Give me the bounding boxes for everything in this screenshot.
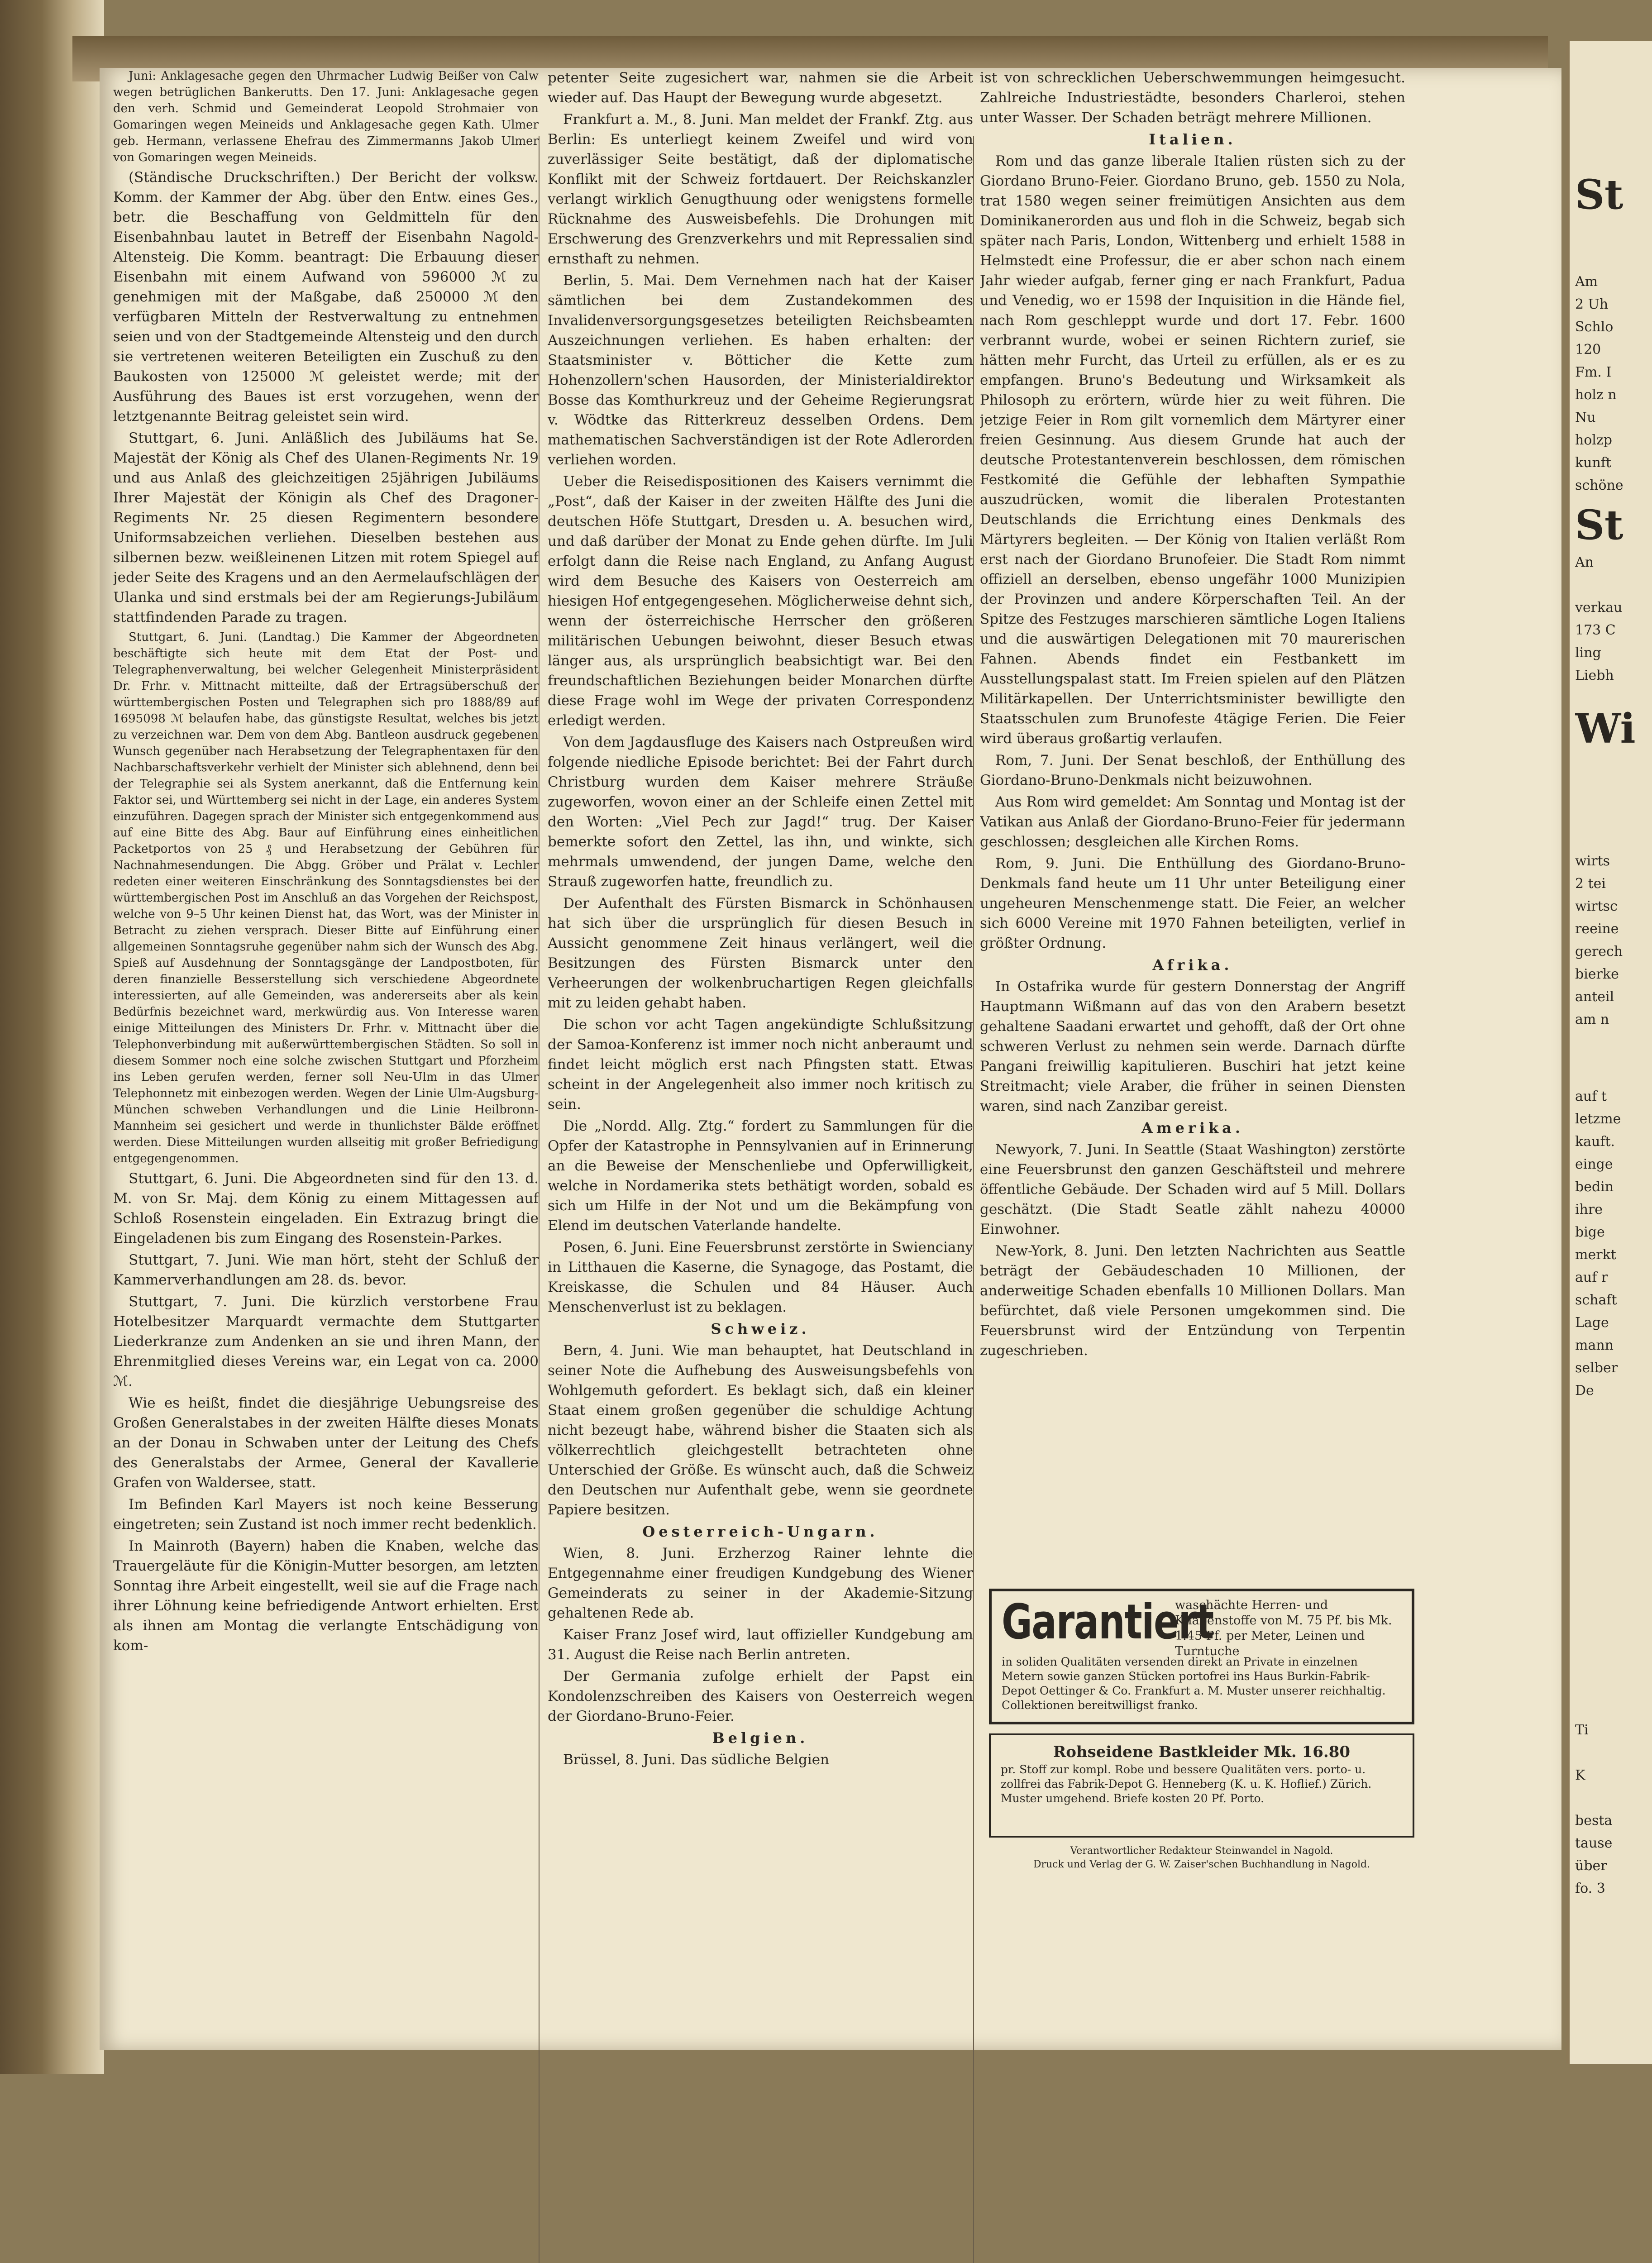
ad-right-text: waschächte Herren- und Knabenstoffe von M. 75 Pf. bis Mk. 1.45 Pf. per Meter, Leinen und Turntuche [1175,1598,1392,1658]
article-paragraph: Stuttgart, 6. Juni. Die Abgeordneten sind für den 13. d. M. von Sr. Maj. dem König zu einem Mittagessen auf Schloß Rosenstein eingeladen. Ein Extrazug bringt die Eingeladenen bis zum Eingang des Rosenstein-Parkes. [113,1170,539,1246]
strip-line: reeine [1575,921,1619,937]
ad-body: in soliden Qualitäten versenden direkt an Private in einzelnen Metern sowie ganzen Stücken portofrei ins Haus Burkin-Fabrik-Depot Oettinger & Co. Frankfurt a. M. Muster unserer reichhaltig. Collektionen bereitwilligst franko. [1002,1655,1386,1712]
section-heading: Afrika. [1152,956,1233,974]
article-paragraph: Brüssel, 8. Juni. Das südliche Belgien [563,1752,830,1768]
strip-line: holz n [1575,387,1617,403]
article-paragraph: Stuttgart, 6. Juni. (Landtag.) Die Kammer der Abgeordneten beschäftigte sich heute mit dem Etat der Post- und Telegraphenverwaltung, bei welcher Gelegenheit Ministerpräsident Dr. Frhr. v. Mittnacht mitteilte, daß der Ertragsüberschuß der württembergischen Posten und Telegraphen sich pro 1888/89 auf 1695098 ℳ belaufen habe, das günstigste Resultat, welches bis jetzt zu verzeichnen war. Dem von dem Abg. Bantleon ausdruck gegebenen Wunsch gegenüber nach Herabsetzung der Telegraphentaxen für den Nachbarschaftsverkehr verhielt der Minister sich ablehnend, denn bei der Telegraphie sei als System anerkannt, daß die Entfernung kein Faktor sei, und Württemberg sei nicht in der Lage, ein anderes System einzuführen. Dagegen sprach der Minister sich entgegenkommend aus auf eine Bitte des Abg. Baur auf Einführung eines einheitlichen Packetportos von 25 ₰ und Herabsetzung der Gebühren für Nachnahmesendungen. Die Abgg. Gröber und Prälat v. Lechler redeten einer weiteren Einschränkung des Sonntagsdienstes bei der württembergischen Post im Anschluß an das Vorgehen der Reichspost, welche von 9–5 Uhr keinen Dienst hat, das Wort, was der Minister in Betracht zu ziehen versprach. Dieser Bitte auf Einführung einer allgemeinen Sonntagsruhe gegenüber nahm sich der Wunsch des Abg. Spieß auf Ausdehnung der Sonntagsgänge der Landpostboten, für deren finanzielle Besserstellung sich verschiedene Abgeordnete interessierten, auf alle Gemeinden, was andererseits aber als kein Bedürfnis bezeichnet ward, merkwürdig aus. Von Interesse waren einige Mitteilungen des Ministers Dr. Frhr. v. Mittnacht über die Telephonverbindung mit außerwürttembergischen Städten. So soll in diesem Sommer noch eine solche zwischen Stuttgart und Pforzheim ins Leben gerufen werden, ferner soll Neu-Ulm in das Ulmer Telephonnetz mit einbezogen werden. Wegen der Linie Ulm-Augsburg-München schweben Verhandlungen und die Linie Heilbronn-Mannheim sei gesichert und werde in thunlichster Bälde eröffnet werden. Diese Mitteilungen wurden allseitig mit großer Befriedigung entgegengenommen. [113,630,539,1165]
article-paragraph: In Mainroth (Bayern) haben die Knaben, welche das Trauergeläute für die Königin-Mutter besorgen, am letzten Sonntag ihre Arbeit eingestellt, weil sie auf die Frage nach ihrer Löhnung keine befriedigende Antwort erhielten. Erst als ihnen am Montag die verlangte Entschädigung von kom- [113,1538,539,1654]
article-paragraph: In Ostafrika wurde für gestern Donnerstag der Angriff Hauptmann Wißmann auf das von den Arabern besetzt gehaltene Saadani erwartet und gehofft, daß der Ort ohne schweren Verlust zu nehmen sein werde. Darnach dürfte Pangani freiwillig kapitulieren. Buschiri hat jetzt keine Streitmacht; viele Araber, die früher in seinen Diensten waren, sind nach Zanzibar gereist. [980,979,1405,1114]
strip-line: kauft. [1575,1134,1615,1150]
strip-line: gerech [1575,944,1623,960]
article-paragraph: Posen, 6. Juni. Eine Feuersbrunst zerstörte in Swienciany in Litthauen die Kaserne, die Synagoge, das Postamt, die Kreiskasse, die Schulen und 84 Häuser. Auch Menschenverlust ist zu beklagen. [548,1239,973,1315]
strip-line: Am [1575,274,1598,290]
ad-seide-title: Rohseidene Bastkleider Mk. 16.80 [1053,1743,1351,1761]
imprint-publisher: Druck und Verlag der G. W. Zaiser'schen Buchhandlung in Nagold. [1033,1859,1370,1870]
strip-line: ling [1575,645,1601,661]
ad-seide [989,1733,1414,1838]
strip-line: Lage [1575,1315,1609,1331]
column-separator [539,136,540,2263]
strip-line: holzp [1575,432,1612,448]
article-paragraph: Rom, 7. Juni. Der Senat beschloß, der Enthüllung des Giordano-Bruno-Denkmals nicht beizuwohnen. [980,752,1405,788]
column-1 [113,68,539,1946]
ad-seide-body: pr. Stoff zur kompl. Robe und bessere Qualitäten vers. porto- u. zollfrei das Fabrik-Depot G. Henneberg (K. u. K. Hoflief.) Zürich. Muster umgehend. Briefe kosten 20 Pf. Porto. [1001,1763,1372,1805]
section-heading: Schweiz. [711,1320,810,1337]
strip-line: K [1575,1767,1585,1783]
article-paragraph: Von dem Jagdausfluge des Kaisers nach Ostpreußen wird folgende niedliche Episode berichtet: Bei der Fahrt durch Christburg wurden dem Kaiser mehrere Sträuße zugeworfen, wovon einer an der Schleife einen Zettel mit den Worten: „Viel Pech zur Jagd!“ trug. Der Kaiser bemerkte sofort den Zettel, las ihn, und winkte, sich mehrmals umwendend, der jungen Dame, welche den Strauß zugeworfen hatte, freundlich zu. [548,734,973,890]
strip-line: An [1575,554,1594,570]
strip-line: mann [1575,1337,1614,1353]
column-2 [548,68,973,1946]
strip-line: anteil [1575,989,1614,1005]
strip-line: kunft [1575,455,1611,471]
strip-line: Wi [1575,706,1636,751]
article-paragraph: Frankfurt a. M., 8. Juni. Man meldet der Frankf. Ztg. aus Berlin: Es unterliegt keinem Zweifel und wird von zuverlässiger Seite bestätigt, daß der diplomatische Konflikt mit der Schweiz fortdauert. Der Reichskanzler verlangt wirklich Genugthuung oder wenigstens formelle Rücknahme des Ausweisbefehls. Die Drohungen mit Erschwerung des Grenzverkehrs und mit Repressalien sind ernsthaft zu nehmen. [548,111,973,267]
strip-line: fo. 3 [1575,1881,1605,1896]
strip-line: 120 [1575,342,1601,358]
imprint [989,1844,1414,1872]
article-paragraph: petenter Seite zugesichert war, nahmen sie die Arbeit wieder auf. Das Haupt der Bewegung wurde abgesetzt. [548,70,973,106]
article-paragraph: Bern, 4. Juni. Wie man behauptet, hat Deutschland in seiner Note die Aufhebung des Ausweisungsbefehls von Wohlgemuth gefordert. Es beklagt sich, daß ein kleiner Staat einem großen gegenüber die schuldige Achtung nicht bezeugt habe, während bisher die Staaten sich als völkerrechtlich gleichgestellt betrachteten ohne Unterschied der Größe. Es wünscht auch, daß die Schweiz den Deutschen nur Aufenthalt gebe, wenn sie geordnete Papiere besitzen. [548,1342,973,1518]
strip-line: ihre [1575,1202,1603,1217]
article-paragraph: Rom und das ganze liberale Italien rüsten sich zu der Giordano Bruno-Feier. Giordano Bruno, geb. 1550 zu Nola, trat 1580 wegen seiner freimütigen Ansichten aus dem Dominikanerorden aus und floh in die Schweiz, begab sich später nach Paris, London, Wittenberg und erhielt 1588 in Helmstedt eine Professur, die er aber schon nach einem Jahr wieder aufgab, ferner ging er nach Frankfurt, Padua und Venedig, wo er 1598 der Inquisition in die Hände fiel, nach Rom geschleppt wurde und dort 17. Febr. 1600 verbrannt wurde, wobei er seinen Richtern zurief, sie hätten mehr Furcht, das Urteil zu erfüllen, als er es zu empfangen. Bruno's Bedeutung und Wirksamkeit als Philosoph zu erörtern, würde hier zu weit führen. Die jetzige Feier in Rom gilt vornemlich dem Märtyrer einer freien Gesinnung. Aus diesem Grunde hat auch der deutsche Protestantenverein beschlossen, dem römischen Festkomité die Gefühle der lebhaften Sympathie auszudrücken, womit die liberalen Protestanten Deutschlands die Errichtung eines Denkmals des Märtyrers begleiten. — Der König von Italien verläßt Rom erst nach der Giordano Brunofeier. Die Stadt Rom nimmt offiziell an derselben, ebenso ungefähr 1000 Munizipien der Provinzen und andere Körperschaften Teil. An der Spitze des Festzuges marschieren sämtliche Logen Italiens und die auswärtigen Delegationen mit 70 maurerischen Fahnen. Abends findet ein Festbankett im Ausstellungspalast statt. Im Freien spielen auf den Plätzen Militärkapellen. Der Unterrichtsminister bewilligte den Staatsschulen zum Brunofeste 4tägige Ferien. Die Feier wird überaus großartig verlaufen. [980,153,1405,747]
article-paragraph: Juni: Anklagesache gegen den Uhrmacher Ludwig Beißer von Calw wegen betrüglichen Bankerutts. Den 17. Juni: Anklagesache gegen den verh. Schmid und Gemeinderat Leopold Strohmaier von Gomaringen wegen Meineids und Anklagesache gegen Kath. Ulmer geb. Hermann, verlassene Ehefrau des Zimmermanns Jakob Ulmer von Gomaringen wegen Meineids. [113,69,539,164]
strip-line: 2 tei [1575,876,1606,892]
article-paragraph: Im Befinden Karl Mayers ist noch keine Besserung eingetreten; sein Zustand ist noch immer recht bedenklich. [113,1496,539,1533]
strip-line: auf r [1575,1270,1608,1285]
column-3 [980,68,1405,1580]
strip-line: einge [1575,1156,1613,1172]
strip-line: Liebh [1575,668,1614,683]
strip-line: Nu [1575,410,1596,425]
article-paragraph: Kaiser Franz Josef wird, laut offizieller Kundgebung am 31. August die Reise nach Berlin antreten. [548,1627,973,1663]
strip-line: St [1575,172,1623,217]
strip-line: merkt [1575,1247,1616,1263]
strip-line: St [1575,502,1623,548]
ad-headline: Garantiert [1002,1594,1213,1650]
strip-line: wirtsc [1575,898,1618,914]
strip-line: bedin [1575,1179,1614,1195]
strip-line: am n [1575,1012,1609,1027]
article-paragraph: Wie es heißt, findet die diesjährige Uebungsreise des Großen Generalstabes in der zweiten Hälfte dieses Monats an der Donau in Schwaben unter der Leitung des Chefs des Generalstabs der Armee, General der Kavallerie Grafen von Waldersee, statt. [113,1395,539,1491]
strip-line: Ti [1575,1722,1589,1738]
article-paragraph: Aus Rom wird gemeldet: Am Sonntag und Montag ist der Vatikan aus Anlaß der Giordano-Bruno-Feier für jedermann geschlossen; desgleichen alle Kirchen Roms. [980,794,1405,850]
section-heading: Amerika. [1141,1119,1244,1136]
article-paragraph: Newyork, 7. Juni. In Seattle (Staat Washington) zerstörte eine Feuersbrunst den ganzen Geschäftsteil und mehrere öffentliche Gebäude. Der Schaden wird auf 5 Mill. Dollars geschätzt. (Die Stadt Seatle zählt nahezu 40000 Einwohner. [980,1141,1405,1237]
strip-line: besta [1575,1813,1613,1829]
article-paragraph: Der Aufenthalt des Fürsten Bismarck in Schönhausen hat sich über die ursprünglich für diesen Besuch in Aussicht genommene Zeit hinaus verlängert, weil die Besitzungen des Fürsten Bismarck unter den Verheerungen der wolkenbruchartigen Regen gleichfalls mit zu leiden gehabt haben. [548,895,973,1011]
article-paragraph: (Ständische Druckschriften.) Der Bericht der volksw. Komm. der Kammer der Abg. über den Entw. eines Ges., betr. die Beschaffung von Geldmitteln für den Eisenbahnbau lautet in Betreff der Eisenbahn Nagold-Altensteig. Die Komm. beantragt: Die Erbauung dieser Eisenbahn mit einem Aufwand von 596000 ℳ zu genehmigen mit der Maßgabe, daß 250000 ℳ den verfügbaren Mitteln der Restverwaltung zu entnehmen seien und von der Stadtgemeinde Altensteig und den durch sie vertretenen weiteren Beteiligten ein Zuschuß zu den Baukosten von 125000 ℳ geleistet werde; mit der Ausführung des Baues ist erst vorzugehen, wenn der letztgenannte Beitrag geleistet sein wird. [113,169,539,425]
strip-line: schaft [1575,1292,1617,1308]
article-paragraph: Stuttgart, 7. Juni. Wie man hört, steht der Schluß der Kammerverhandlungen am 28. ds. bevor. [113,1252,539,1288]
article-paragraph: New-York, 8. Juni. Den letzten Nachrichten aus Seattle beträgt der Gebäudeschaden 10 Millionen, der anderweitige Schaden ebenfalls 10 Millionen Dollars. Man befürchtet, daß viele Personen umgekommen sind. Die Feuersbrunst wird der Entzündung von Terpentin zugeschrieben. [980,1243,1405,1359]
ad-garantiert [989,1589,1414,1724]
article-paragraph: Die schon vor acht Tagen angekündigte Schlußsitzung der Samoa-Konferenz ist immer noch nicht anberaumt und findet leicht möglich erst nach Pfingsten statt. Etwas scheint in der Angelegenheit also immer noch kritisch zu sein. [548,1017,973,1112]
section-heading: Oesterreich-Ungarn. [642,1523,879,1540]
strip-line: über [1575,1858,1607,1874]
strip-line: 173 C [1575,622,1616,638]
article-paragraph: ist von schrecklichen Ueberschwemmungen heimgesucht. Zahlreiche Industriestädte, besonders Charleroi, stehen unter Wasser. Der Schaden beträgt mehrere Millionen. [980,70,1405,126]
article-paragraph: Die „Nordd. Allg. Ztg.“ fordert zu Sammlungen für die Opfer der Katastrophe in Pennsylvanien auf in Erinnerung an die Beweise der Menschenliebe und Opferwilligkeit, welche in Nordamerika stets bethätigt worden, sobald es sich um Hilfe in der Not und um die Bekämpfung von Elend im deutschen Vaterlande handelte. [548,1118,973,1234]
article-paragraph: Stuttgart, 6. Juni. Anläßlich des Jubiläums hat Se. Majestät der König als Chef des Ulanen-Regiments Nr. 19 und aus Anlaß des gleichzeitigen 25jährigen Jubiläums Ihrer Majestät der Königin als Chef des Dragoner-Regiments Nr. 25 diesen Regimentern besondere Uniformsabzeichen verliehen. Dieselben bestehen aus silbernen bezw. weißleinenen Litzen mit rotem Spiegel auf jeder Seite des Kragens und an den Aermelaufschlägen der Ulanka und sind erstmals bei der am Regierungs-Jubiläum stattfindenden Parade zu tragen. [113,430,539,625]
strip-line: tause [1575,1835,1613,1851]
strip-line: verkau [1575,600,1623,616]
strip-line: bierke [1575,966,1619,982]
section-heading: Belgien. [712,1729,809,1747]
article-paragraph: Wien, 8. Juni. Erzherzog Rainer lehnte die Entgegennahme einer freudigen Kundgebung des Wiener Gemeinderats zu seiner in der Akademie-Sitzung gehaltenen Rede ab. [548,1545,973,1621]
article-paragraph: Der Germania zufolge erhielt der Papst ein Kondolenzschreiben des Kaisers von Oesterreich wegen der Giordano-Bruno-Feier. [548,1668,973,1724]
strip-line: Fm. I [1575,364,1612,380]
strip-line: De [1575,1383,1594,1399]
article-paragraph: Ueber die Reisedispositionen des Kaisers vernimmt die „Post“, daß der Kaiser in der zweiten Hälfte des Juni die deutschen Höfe Stuttgart, Dresden u. A. besuchen wird, und daß darüber der Monat zu Ende gehen dürfte. Im Juli erfolgt dann die Reise nach England, zu Anfang August wird dem Besuche des Kaisers von Oesterreich am hiesigen Hof entgegengesehen. Möglicherweise dehnt sich, wenn der österreichische Herrscher den größeren militärischen Uebungen beiwohnt, dieser Besuch etwas länger aus, als ursprünglich beabsichtigt war. Bei den freundschaftlichen Beziehungen beider Monarchen dürfte diese Frage wohl im Wege der privaten Correspondenz erledigt werden. [548,473,973,729]
strip-line: auf t [1575,1089,1607,1104]
section-heading: Italien. [1149,131,1237,148]
strip-line: Schlo [1575,319,1614,335]
article-paragraph: Stuttgart, 7. Juni. Die kürzlich verstorbene Frau Hotelbesitzer Marquardt vermachte dem Stuttgarter Liederkranze zum Andenken an sie und ihren Mann, der Ehrenmitglied dieses Vereins war, ein Legat von ca. 2000 ℳ. [113,1294,539,1389]
strip-line: selber [1575,1360,1618,1376]
book-edge [0,0,104,2074]
strip-line: schöne [1575,477,1623,493]
strip-line: letzme [1575,1111,1621,1127]
imprint-editor: Verantwortlicher Redakteur Steinwandel in Nagold. [1070,1845,1333,1857]
column-separator [973,136,974,2263]
article-paragraph: Berlin, 5. Mai. Dem Vernehmen nach hat der Kaiser sämtlichen bei dem Zustandekommen des Invalidenversorgungsgesetzes beteiligten Reichsbeamten Auszeichnungen verliehen. Es haben erhalten: der Staatsminister v. Bötticher die Kette zum Hohenzollern'schen Hausorden, der Ministerialdirektor Bosse das Komthurkreuz und der Geheime Regierungsrat v. Wödtke das Ritterkreuz desselben Ordens. Dem mathematischen Sachverständigen ist der Rote Adlerorden verliehen worden. [548,272,973,468]
article-paragraph: Rom, 9. Juni. Die Enthüllung des Giordano-Bruno-Denkmals fand heute um 11 Uhr unter Beteiligung einer ungeheuren Menschenmenge statt. Die Feier, an welcher sich 6000 Vereine mit 1970 Fahnen beteiligten, verlief in größter Ordnung. [980,855,1405,951]
strip-line: bige [1575,1224,1605,1240]
strip-line: wirts [1575,853,1610,869]
strip-line: 2 Uh [1575,296,1609,312]
